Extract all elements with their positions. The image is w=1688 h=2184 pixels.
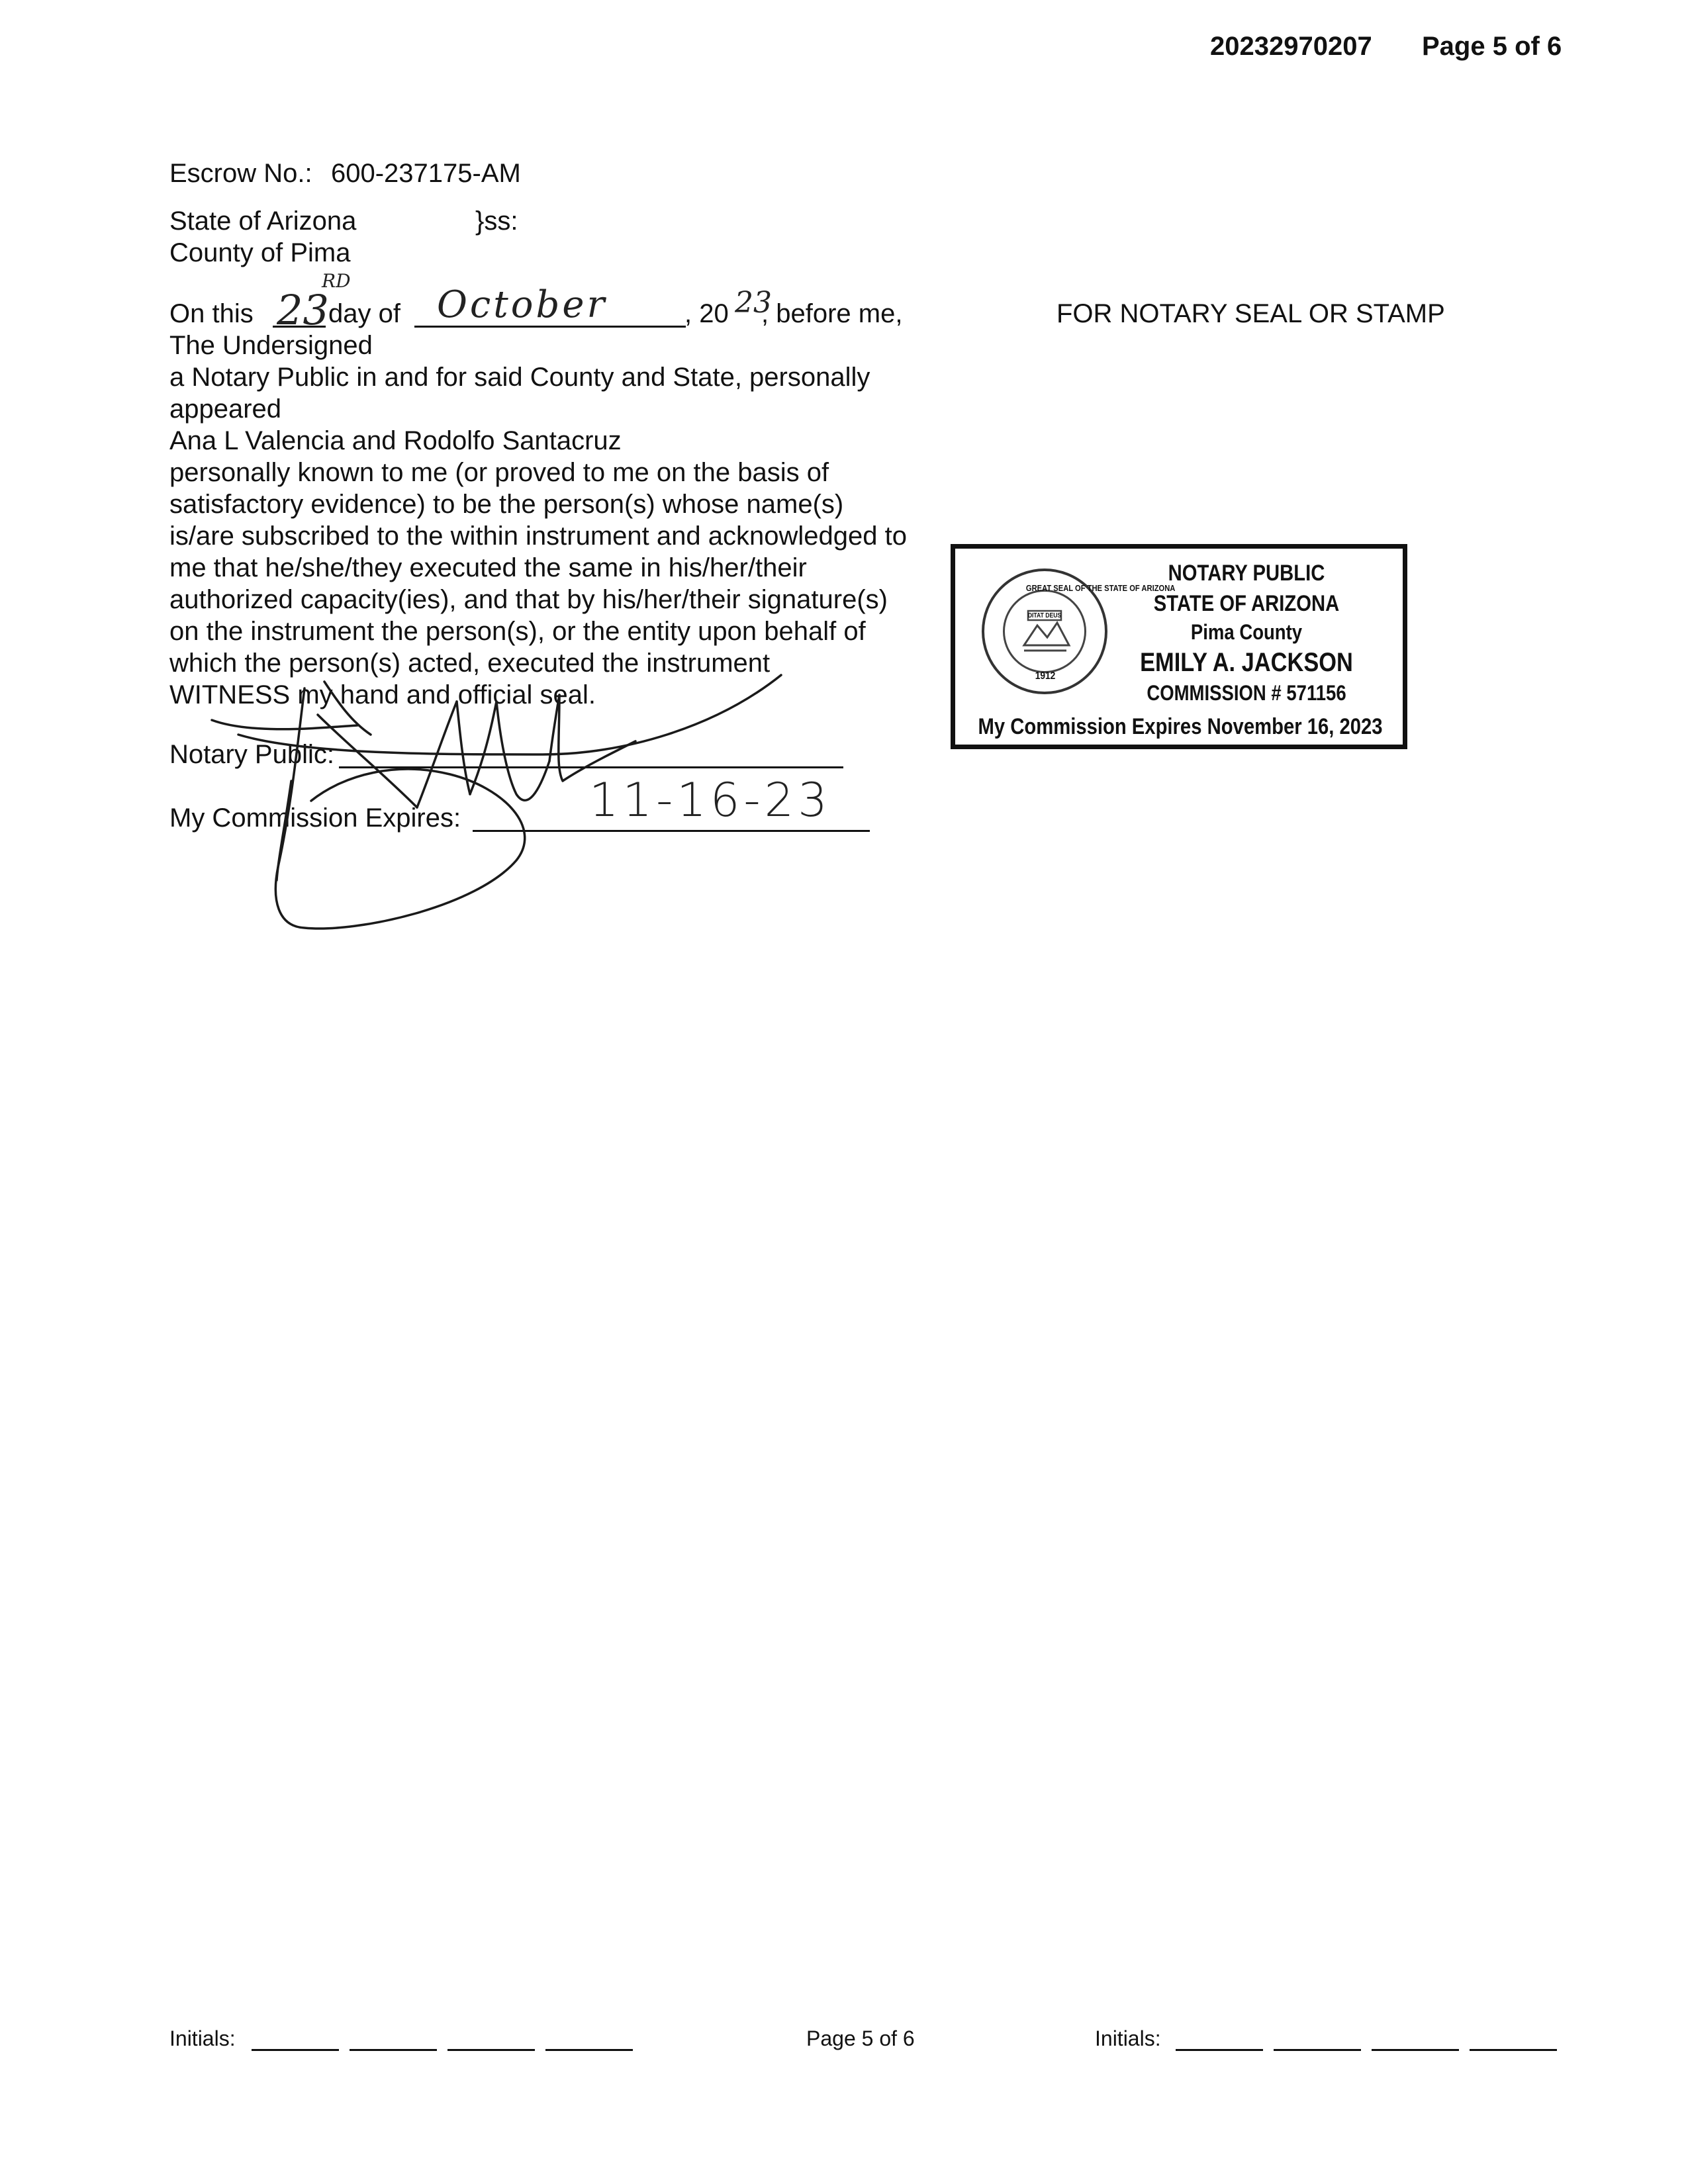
document-number: 20232970207 [1210, 32, 1372, 61]
initials-blank [447, 2049, 535, 2051]
ack-line: me that he/she/they executed the same in his/her/their [169, 553, 807, 582]
venue-state: State of Arizona [169, 206, 357, 236]
stamp-notary-name: EMILY A. JACKSON [1140, 648, 1353, 677]
stamp-county: Pima County [1190, 620, 1303, 644]
header-page-number: Page 5 of 6 [1422, 32, 1562, 61]
ack-line: which the person(s) acted, executed the instrument [169, 649, 771, 678]
initials-blank [1372, 2049, 1459, 2051]
footer-initials-right-label: Initials: [1095, 2026, 1161, 2050]
day-of-label: day of [328, 299, 400, 328]
escrow-label: Escrow No.: [169, 159, 312, 188]
ack-line: on the instrument the person(s), or the entity upon behalf of [169, 617, 866, 646]
initials-blank [1470, 2049, 1557, 2051]
state-seal-icon [982, 569, 1176, 694]
stamp-notary-public: NOTARY PUBLIC [1168, 561, 1325, 586]
initials-blank [1274, 2049, 1361, 2051]
seal-motto: DITAT DEUS [1027, 612, 1062, 619]
witness-line: WITNESS my hand and official seal. [169, 680, 596, 709]
ack-line: a Notary Public in and for said County and State, personally [169, 363, 870, 392]
signer-names: Ana L Valencia and Rodolfo Santacruz [169, 426, 622, 455]
stamp-state: STATE OF ARIZONA [1153, 591, 1340, 616]
seal-area-label: FOR NOTARY SEAL OR STAMP [1056, 299, 1445, 328]
stamp-commission-number: COMMISSION # 571156 [1147, 681, 1346, 705]
notary-signature [199, 662, 827, 940]
venue-county: County of Pima [169, 238, 351, 267]
handwritten-year: 23 [735, 286, 772, 320]
before-me-label: , before me, [761, 299, 903, 328]
commission-expires-label: My Commission Expires: [169, 803, 461, 833]
notary-name-line: The Undersigned [169, 331, 373, 360]
ack-line: is/are subscribed to the within instrument and acknowledged to [169, 522, 907, 551]
year-prefix: , 20 [684, 299, 729, 328]
footer-page-number: Page 5 of 6 [806, 2026, 915, 2050]
notary-stamp [951, 544, 1407, 749]
notary-public-label: Notary Public: [169, 740, 334, 769]
handwritten-month: October [437, 283, 608, 326]
on-this-label: On this [169, 299, 254, 328]
seal-text: GREAT SEAL OF THE STATE OF ARIZONA [1025, 583, 1176, 593]
initials-blank [1176, 2049, 1263, 2051]
seal-year: 1912 [1035, 670, 1056, 682]
ack-line: satisfactory evidence) to be the person(s) whose name(s) [169, 490, 844, 519]
venue-ss: }ss: [475, 206, 518, 236]
initials-blank [350, 2049, 437, 2051]
escrow-number: 600-237175-AM [331, 159, 521, 188]
handwritten-expiration: 11-16-23 [589, 773, 831, 827]
handwritten-day: 23 [277, 286, 329, 334]
ack-line: appeared [169, 394, 282, 424]
stamp-expiration: My Commission Expires November 16, 2023 [978, 714, 1383, 739]
ack-line: personally known to me (or proved to me on the basis of [169, 458, 829, 487]
footer-initials-left-label: Initials: [169, 2026, 236, 2050]
initials-blank [545, 2049, 633, 2051]
ack-line: authorized capacity(ies), and that by his/her/their signature(s) [169, 585, 888, 614]
initials-blank [252, 2049, 339, 2051]
handwritten-day-suffix: RD [322, 270, 351, 292]
